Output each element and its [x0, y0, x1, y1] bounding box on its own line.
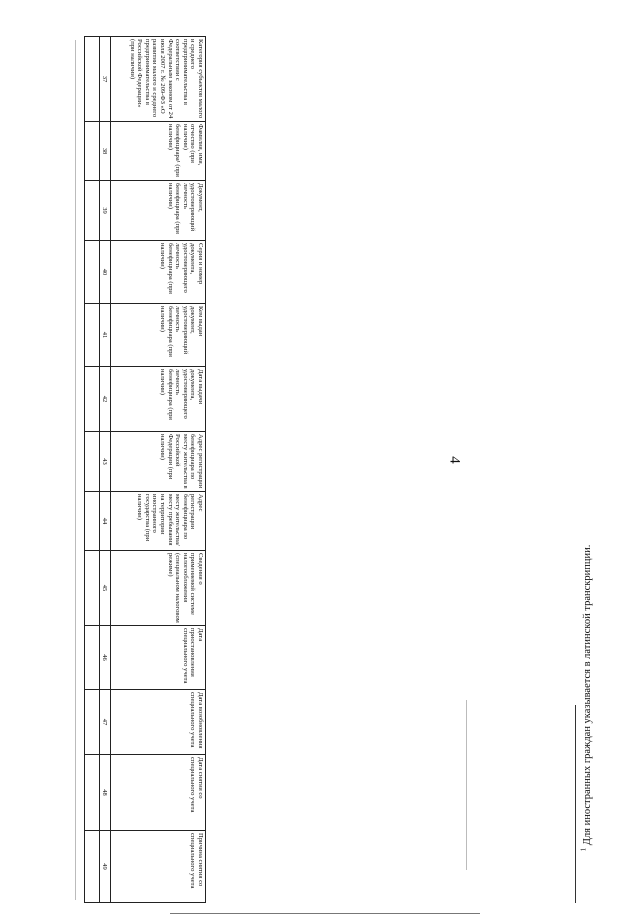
header-cell: Дата приостановления специального учета	[111, 626, 206, 690]
data-cell	[85, 551, 100, 626]
data-cell	[85, 755, 100, 831]
header-cell: Дата возобновления специального учета	[111, 690, 206, 755]
column-number-cell: 46	[100, 626, 111, 690]
header-cell: Адрес регистрации бенефициара по месту жительства/ месту пребывания на территории иностранного государства (при наличии)	[111, 492, 206, 551]
column-number-cell: 40	[100, 241, 111, 304]
register-table-rotated	[84, 36, 206, 902]
footnote-text: Для иностранных граждан указывается в латинской транскрипции.	[581, 544, 593, 846]
scan-edge-line	[466, 700, 467, 870]
header-cell: Серия и номер документа, удостоверяющего личность бенефициара (при наличии)	[111, 241, 206, 304]
data-cell	[85, 690, 100, 755]
column-number-cell: 48	[100, 755, 111, 831]
data-cell	[85, 432, 100, 492]
column-number-cell: 45	[100, 551, 111, 626]
header-cell: Дата снятия со специального учета	[111, 755, 206, 831]
table-data-row	[85, 37, 100, 903]
data-cell	[85, 37, 100, 122]
data-cell	[85, 122, 100, 181]
scan-edge-line	[75, 40, 76, 900]
header-cell: Дата выдачи документа, удостоверяющего личность бенефициара (при наличии)	[111, 367, 206, 432]
column-number-cell: 42	[100, 367, 111, 432]
column-number-row	[100, 37, 111, 903]
column-number-cell: 49	[100, 831, 111, 903]
column-number-cell: 39	[100, 181, 111, 241]
data-cell	[85, 241, 100, 304]
data-cell	[85, 181, 100, 241]
footnote-separator	[575, 705, 576, 903]
header-cell: Адрес регистрации бенефициара по месту жительства в Российской Федерации (при наличии)	[111, 432, 206, 492]
data-cell	[85, 492, 100, 551]
header-cell: Сведения о применяемой системе налогообложения (специальном налоговом режиме)	[111, 551, 206, 626]
table-header-row	[111, 37, 206, 903]
header-cell: Причина снятия со специального учета	[111, 831, 206, 903]
column-number-cell: 37	[100, 37, 111, 122]
column-number-cell: 44	[100, 492, 111, 551]
column-number-cell: 41	[100, 304, 111, 367]
column-number-cell: 38	[100, 122, 111, 181]
column-number-cell: 43	[100, 432, 111, 492]
scan-bottom-edge	[170, 913, 480, 914]
column-number-cell: 47	[100, 690, 111, 755]
data-cell	[85, 626, 100, 690]
data-cell	[85, 367, 100, 432]
header-cell: Фамилия, имя, отчество (при наличии) бенефициара¹ (при наличии)	[111, 122, 206, 181]
register-table	[84, 36, 206, 903]
footnote	[579, 545, 593, 852]
data-cell	[85, 831, 100, 903]
header-cell: Кем выдан документ, удостоверяющий личность бенефициара (при наличии)	[111, 304, 206, 367]
footnote-marker: 1	[579, 847, 588, 852]
data-cell	[85, 304, 100, 367]
register-table-area	[84, 36, 206, 902]
header-cell: Документ, удостоверяющий личность бенефициара (при наличии)	[111, 181, 206, 241]
header-cell: Категория субъектов малого и среднего предпринимательства в соответствии с Федеральным законом от 24 июля 2007 г. № 209-ФЗ «О развитии малого и среднего предпринимательства в Российской Федерации» (при наличии)	[111, 37, 206, 122]
page-number: 4	[446, 456, 463, 464]
